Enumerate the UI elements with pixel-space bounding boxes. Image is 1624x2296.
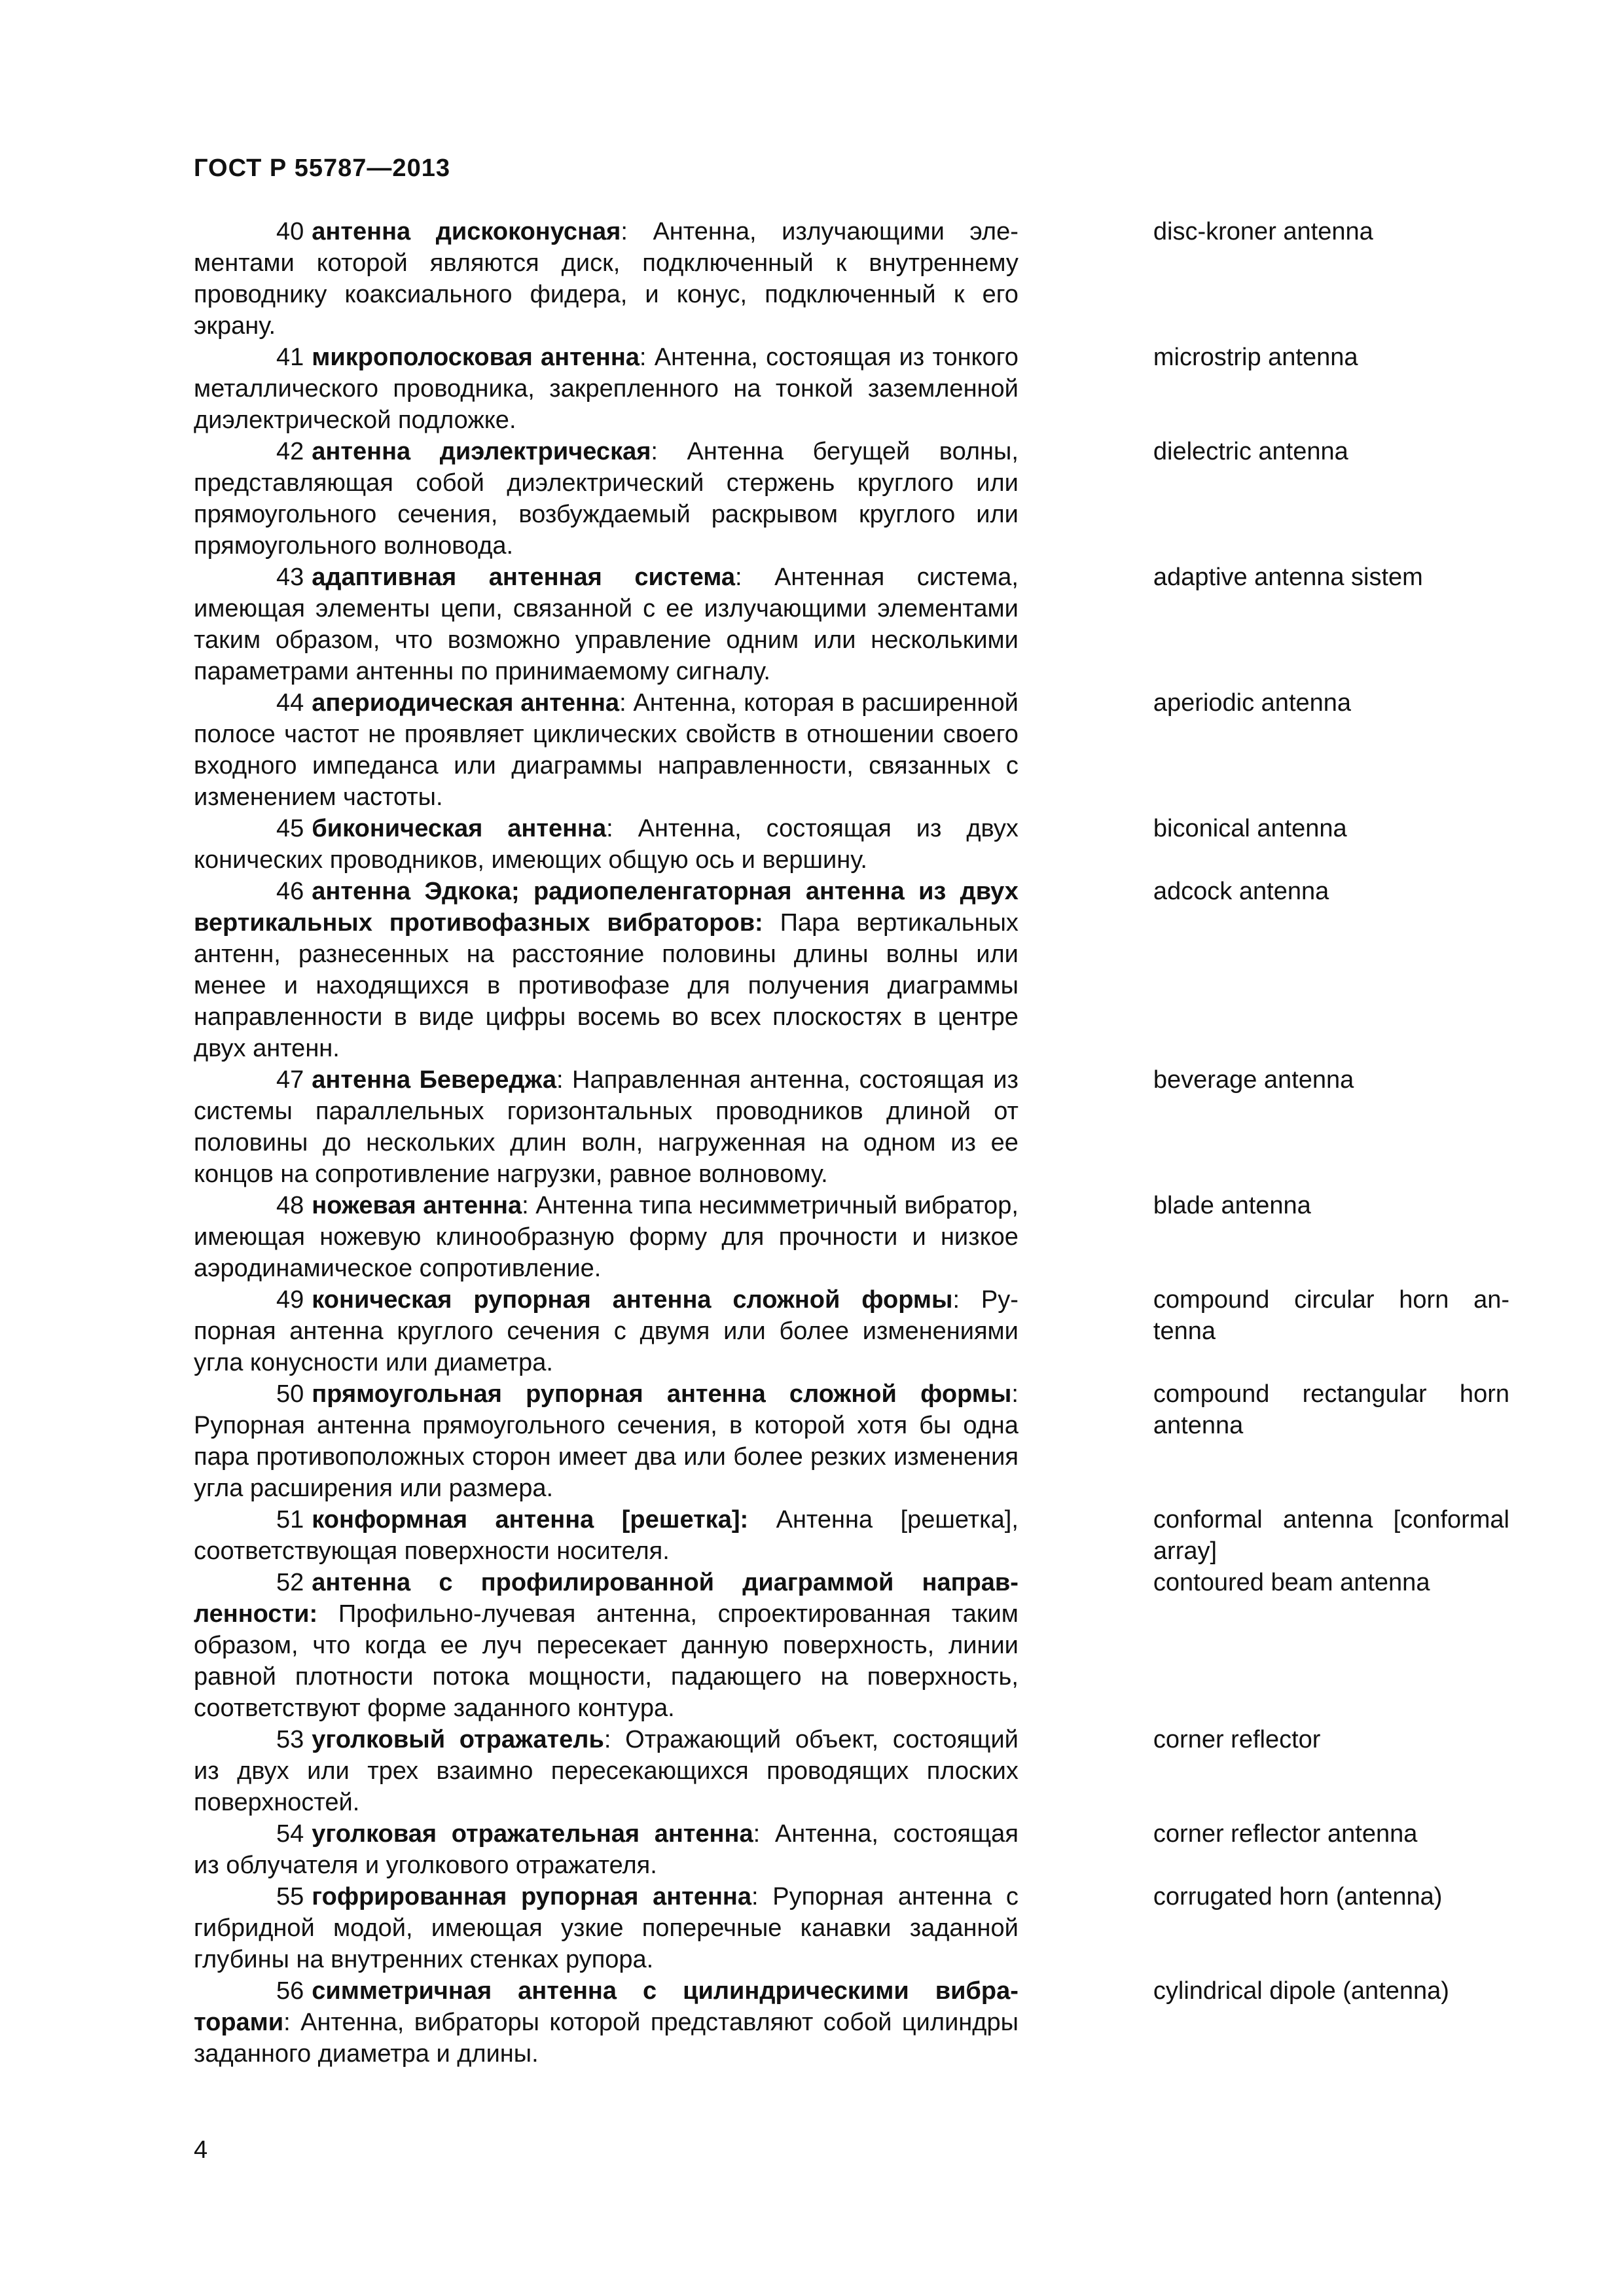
term-name: конформная антенна [решетка]:	[312, 1506, 749, 1534]
term-english: aperiodic antenna	[1153, 689, 1352, 717]
term-number: 42	[276, 438, 304, 465]
term-number: 47	[276, 1066, 304, 1094]
term-definition	[194, 562, 1019, 687]
term-entry	[194, 1284, 1509, 1378]
term-entry	[194, 1190, 1509, 1284]
term-text: : Антенна, вибраторы которой представляют собой цилиндры заданного диаметра и длины.	[194, 2009, 1019, 2068]
term-number: 45	[276, 815, 304, 842]
term-english: adcock antenna	[1153, 878, 1329, 905]
term-definition	[194, 1881, 1019, 1975]
term-number: 54	[276, 1820, 304, 1848]
term-text: : Антенна типа несимметричный вибратор, имеющая ножевую клинообразную форму для прочности и низкое аэродинамическое сопротивление.	[194, 1192, 1019, 1282]
term-text: : Антенна, которая в расширенной полосе частот не проявляет циклических свойств в отношении своего входного импеданса или диаграммы направленности, связанных с изменением частоты.	[194, 689, 1019, 811]
term-name: прямоугольная рупорная антенна сложной формы	[312, 1380, 1012, 1408]
term-english: compound rectangular horn antenna	[1153, 1380, 1509, 1439]
term-definition	[194, 1818, 1019, 1881]
term-text: : Направленная антенна, состоящая из системы параллельных горизонтальных проводников длиной от половины до нескольких длин волн, нагруженная на одном из ее концов на сопротивление нагрузки, равное волновому.	[194, 1066, 1019, 1188]
term-definition	[194, 687, 1019, 813]
term-definition	[194, 1504, 1019, 1567]
term-entry	[194, 687, 1509, 813]
term-english: conformal antenna [conformal array]	[1153, 1506, 1509, 1565]
term-english: biconical antenna	[1153, 815, 1347, 842]
term-entry	[194, 1881, 1509, 1975]
term-english: contoured beam antenna	[1153, 1569, 1430, 1596]
term-text: : Антенна бегущей волны, представляющая собой диэлектрический стержень круглого или прямоугольного сечения, возбуждаемый раскрывом круглого или прямоугольного волновода.	[194, 438, 1019, 560]
term-name: микрополосковая антенна	[312, 344, 640, 371]
term-number: 49	[276, 1286, 304, 1314]
term-definition	[194, 1190, 1019, 1284]
term-definition	[194, 216, 1019, 342]
term-text: : Рупорная антенна прямоугольного сечения, в которой хотя бы одна пара противоположных сторон имеет два или более резких изменения угла расширения или размера.	[194, 1380, 1019, 1502]
term-name: биконическая антенна	[312, 815, 607, 842]
term-english: microstrip antenna	[1153, 344, 1358, 371]
term-text: : Антенна, излучающими элементами которой являются диск, подключенный к внутреннему проводнику коаксиального фидера, и конус, подключенный к его экрану.	[194, 218, 1019, 340]
term-definition	[194, 1064, 1019, 1190]
term-number: 46	[276, 878, 304, 905]
term-entry	[194, 813, 1509, 876]
term-text: Пара вертикальных антенн, разнесенных на расстояние половины длины волны или менее и находящихся в противофазе для получения диаграммы направленности в виде цифры восемь во всех плоскостях в центре двух антенн.	[194, 909, 1019, 1062]
term-number: 51	[276, 1506, 304, 1534]
term-entry	[194, 436, 1509, 562]
page-number: 4	[194, 2136, 208, 2164]
term-name: адаптивная антенная система	[312, 564, 735, 591]
term-text: : Рупорная антенна с гибридной модой, имеющая узкие поперечные канавки заданной глубины на внутренних стенках рупора.	[194, 1883, 1019, 1973]
term-definition	[194, 1724, 1019, 1818]
term-name: гофрированная рупорная антенна	[312, 1883, 752, 1910]
term-name: антенна Бевереджа	[312, 1066, 557, 1094]
term-text: : Антенна, состоящая из тонкого металлического проводника, закрепленного на тонкой заземленной диэлектрической подложке.	[194, 344, 1019, 434]
term-english: corner reflector antenna	[1153, 1820, 1418, 1848]
term-name: симметричная антенна с цилиндрическими вибраторами	[194, 1977, 1019, 2036]
term-number: 52	[276, 1569, 304, 1596]
term-english: corrugated horn (antenna)	[1153, 1883, 1443, 1910]
term-text: : Антенная система, имеющая элементы цепи, связанной с ее излучающими элементами таким образом, что возможно управление одним или несколькими параметрами антенны по принимаемому сигналу.	[194, 564, 1019, 685]
term-name: уголковая отражательная антенна	[312, 1820, 753, 1848]
term-number: 41	[276, 344, 304, 371]
term-english: compound circular horn antenna	[1153, 1286, 1509, 1345]
term-name: апериодическая антенна	[312, 689, 620, 717]
term-entry	[194, 1504, 1509, 1567]
term-english: dielectric antenna	[1153, 438, 1348, 465]
term-number: 55	[276, 1883, 304, 1910]
term-text: : Антенна, состоящая из двух конических проводников, имеющих общую ось и вершину.	[194, 815, 1019, 874]
term-entry	[194, 1724, 1509, 1818]
term-number: 43	[276, 564, 304, 591]
term-definition	[194, 1567, 1019, 1724]
term-english: corner reflector	[1153, 1726, 1321, 1753]
term-entry	[194, 1064, 1509, 1190]
term-entry	[194, 1567, 1509, 1724]
term-number: 53	[276, 1726, 304, 1753]
term-text: Антенна [решетка], соответствующая поверхности носителя.	[194, 1506, 1019, 1565]
term-entry	[194, 876, 1509, 1064]
terms-list	[194, 216, 1509, 2070]
term-name: антенна диэлектрическая	[312, 438, 651, 465]
term-name: антенна с профилированной диаграммой направленности:	[194, 1569, 1019, 1628]
term-definition	[194, 1975, 1019, 2070]
term-number: 44	[276, 689, 304, 717]
document-header: ГОСТ Р 55787—2013	[194, 154, 450, 182]
term-text: : Антенна, состоящая из облучателя и уголкового отражателя.	[194, 1820, 1019, 1879]
term-definition	[194, 813, 1019, 876]
term-definition	[194, 876, 1019, 1064]
term-name: уголковый отражатель	[312, 1726, 604, 1753]
term-number: 40	[276, 218, 304, 245]
term-definition	[194, 1378, 1019, 1504]
term-text: Профильно-лучевая антенна, спроектированная таким образом, что когда ее луч пересекает данную поверхность, линии равной плотности потока мощности, падающего на поверхность, соответствуют форме заданного контура.	[194, 1600, 1019, 1722]
term-definition	[194, 436, 1019, 562]
term-text: : Отражающий объект, состоящий из двух или трех взаимно пересекающихся проводящих плоских поверхностей.	[194, 1726, 1019, 1816]
term-number: 48	[276, 1192, 304, 1219]
term-entry	[194, 1975, 1509, 2070]
term-entry	[194, 562, 1509, 687]
term-definition	[194, 342, 1019, 436]
term-english: cylindrical dipole (antenna)	[1153, 1977, 1449, 2005]
term-entry	[194, 342, 1509, 436]
term-text: : Рупорная антенна круглого сечения с двумя или более изменениями угла конусности или диаметра.	[194, 1286, 1019, 1376]
term-name: коническая рупорная антенна сложной формы	[312, 1286, 953, 1314]
term-english: blade antenna	[1153, 1192, 1311, 1219]
term-entry	[194, 216, 1509, 342]
term-definition	[194, 1284, 1019, 1378]
term-english: disc-kroner antenna	[1153, 218, 1373, 245]
term-english: beverage antenna	[1153, 1066, 1354, 1094]
term-name: ножевая антенна	[312, 1192, 522, 1219]
term-name: антенна дискоконусная	[312, 218, 621, 245]
term-number: 50	[276, 1380, 304, 1408]
term-number: 56	[276, 1977, 304, 2005]
term-entry	[194, 1818, 1509, 1881]
term-entry	[194, 1378, 1509, 1504]
term-english: adaptive antenna sistem	[1153, 564, 1423, 591]
term-name: антенна Эдкока; радиопеленгаторная антенна из двух вертикальных противофазных вибраторов:	[194, 878, 1019, 937]
